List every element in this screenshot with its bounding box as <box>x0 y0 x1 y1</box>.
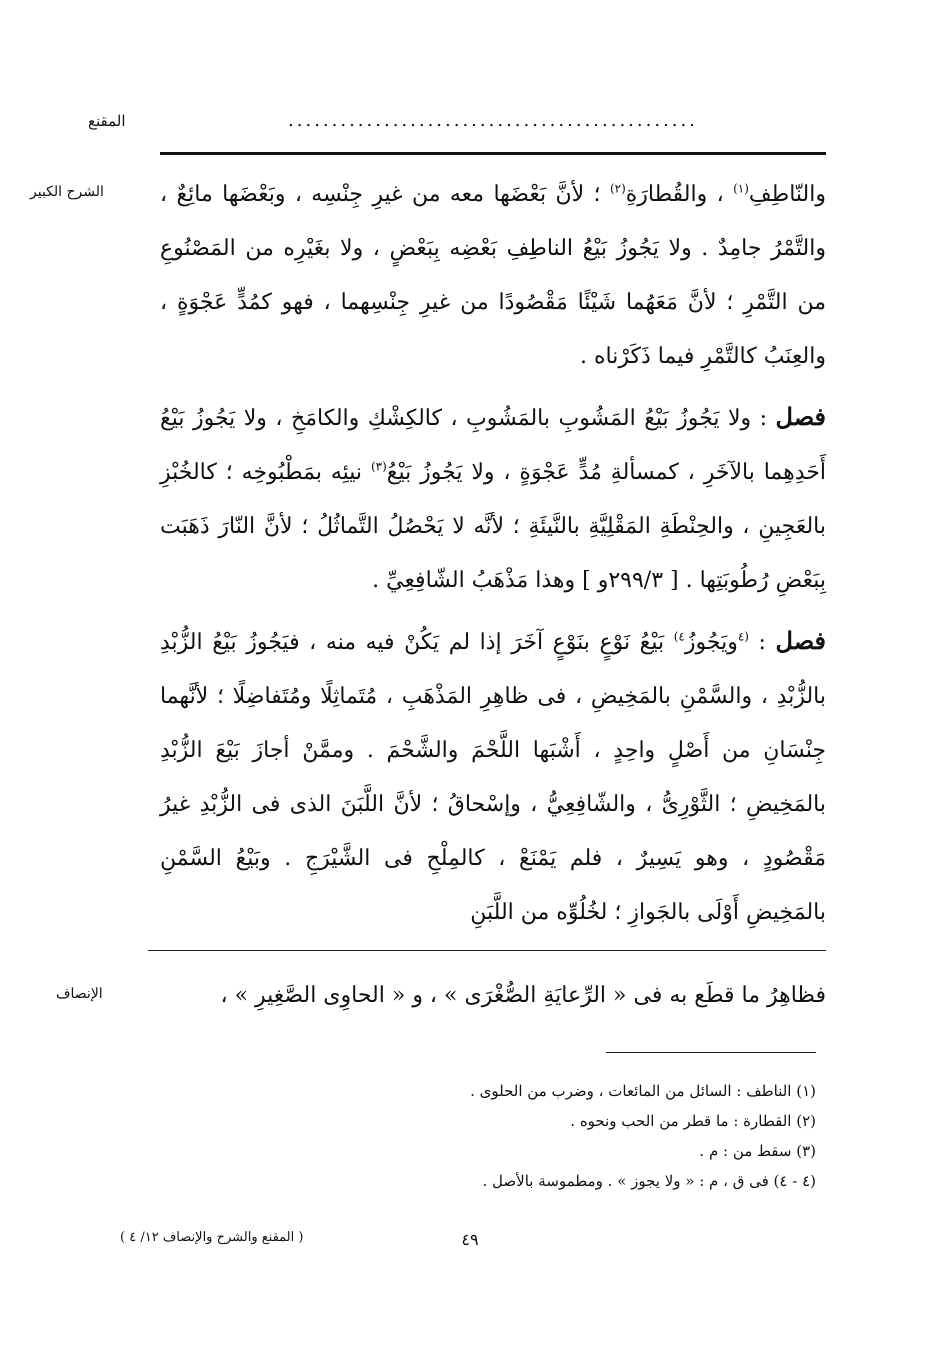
fasl2-text-b: ويَجُوزُ <box>684 630 738 655</box>
p1-text-c: ؛ لأنَّ بَعْضَها معه من غيرِ جِنْسِه ، وبَعْضَها مائِعٌ ، والتَّمْرُ جامِدٌ . ولا يَجُوزُ بَيْعُ الناطِفِ بَعْضِه بِبَعْضٍ ، ولا بغَيْرِه من المَصْنُوعِ من التَّمْرِ ؛ لأنَّ مَعَهُما شَيْئًا مَقْصُودًا من غيرِ جِنْسِهما ، فهو كمُدٍّ عَجْوَةٍ ، والعِنَبُ كالتَّمْرِ فيما ذَكَرْناه . <box>160 182 826 369</box>
footer-reference: ( المقنع والشرح والإنصاف ١٢/ ٤ ) <box>120 1230 304 1245</box>
fasl2-text-c: بَيْعُ نَوْعٍ بنَوْعٍ آخَرَ إذا لم يَكُنْ فيه منه ، فيَجُوزُ بَيْعُ الزُّبْدِ بالزُّبْدِ ، والسَّمْنِ بالمَخِيضِ ، فى ظاهِرِ المَذْهَبِ ، مُتَماثِلًا ومُتَفاضِلًا ؛ لأنَّهما جِنْسَانِ من أَصْلٍ واحِدٍ ، أَشْبَها اللَّحْمَ والشَّحْمَ . وممَّنْ أجازَ بَيْعَ الزُّبْدِ بالمَخِيضِ ؛ الثَّوْرِىُّ ، والشّافِعِيُّ ، وإسْحاقُ ؛ لأنَّ اللَّبَنَ الذى فى الزُّبْدِ غيرُ مَقْصُودٍ ، وهو يَسِيرٌ ، فلم يَمْنَعْ ، كالمِلْحِ فى الشَّيْرَجِ . وبَيْعُ السَّمْنِ بالمَخِيضِ أَوْلَى بالجَوازِ ؛ لخُلُوِّه من اللَّبَنِ <box>160 630 826 925</box>
fasl1-text-a: : ولا يَجُوزُ بَيْعُ المَشُوبِ بالمَشُوبِ ، كالكِشْكِ والكامَخِ ، ولا يَجُوزُ بَيْعُ أَحَدِهِما بالآخَرِ ، كمسألةِ مُدٍّ عَجْوَةٍ ، ولا يَجُوزُ بَيْعُ <box>160 406 826 485</box>
footnote-ref-4-close[interactable]: ٤) <box>673 629 685 644</box>
footnote-ref-2[interactable]: (٢) <box>609 181 626 196</box>
footnote-3: (٣) سقط من : م . <box>699 1142 816 1160</box>
footnote-4: (٤ - ٤) فى ق ، م : « ولا يجوز » . ومطموسة بالأصل . <box>482 1172 816 1190</box>
fasl-heading-1: فصل <box>775 402 826 431</box>
p1-text-a: والنّاطِفِ <box>748 182 826 207</box>
paragraph-fasl-1 <box>160 390 826 608</box>
paragraph-1 <box>160 168 826 384</box>
footnote-2: (٢) القطارة : ما قطر من الحب ونحوه . <box>570 1112 816 1130</box>
header-dots: ............................................... <box>288 110 698 131</box>
insaf-text: فظاهِرُ ما قطَع به فى « الرِّعايَةِ الصُّغْرَى » ، و « الحاوِى الصَّغِيرِ » ، <box>220 983 826 1008</box>
side-label-sharh: الشرح الكبير <box>30 184 104 200</box>
footnote-1: (١) الناطف : السائل من المائعات ، وضرب من الحلوى . <box>470 1082 816 1100</box>
header-rule <box>160 152 826 155</box>
page-number: ٤٩ <box>461 1230 479 1249</box>
footnote-ref-1[interactable]: (١) <box>733 181 749 196</box>
footnote-ref-4-open[interactable]: (٤ <box>737 629 749 644</box>
running-title: المقنع <box>88 112 126 130</box>
fasl-heading-2: فصل <box>775 626 826 655</box>
fasl2-colon: : <box>758 630 766 655</box>
footnote-rule <box>606 1052 816 1053</box>
section-divider <box>148 950 826 951</box>
p1-text-b: ، والقُطارَةِ <box>625 182 724 207</box>
footnote-ref-3[interactable]: (٣) <box>370 459 387 474</box>
paragraph-fasl-2 <box>160 614 826 940</box>
footnotes <box>300 1076 816 1196</box>
main-text <box>160 168 826 940</box>
fasl1-text-b: نيئِه بمَطْبُوخِه ؛ كالخُبْزِ بالعَجِينِ ، والحِنْطَةِ المَقْلِيَّةِ بالنَّيئَةِ ؛ لأنَّه لا يَحْصُلُ التَّماثُلُ ؛ لأنَّ النّارَ ذَهَبَت بِبَعْضِ رُطُوبَتِها . [ ٢٩٩/٣و ] وهذا مَذْهَبُ الشّافِعِيِّ . <box>160 460 826 593</box>
side-label-insaf: الإنصاف <box>56 986 103 1002</box>
